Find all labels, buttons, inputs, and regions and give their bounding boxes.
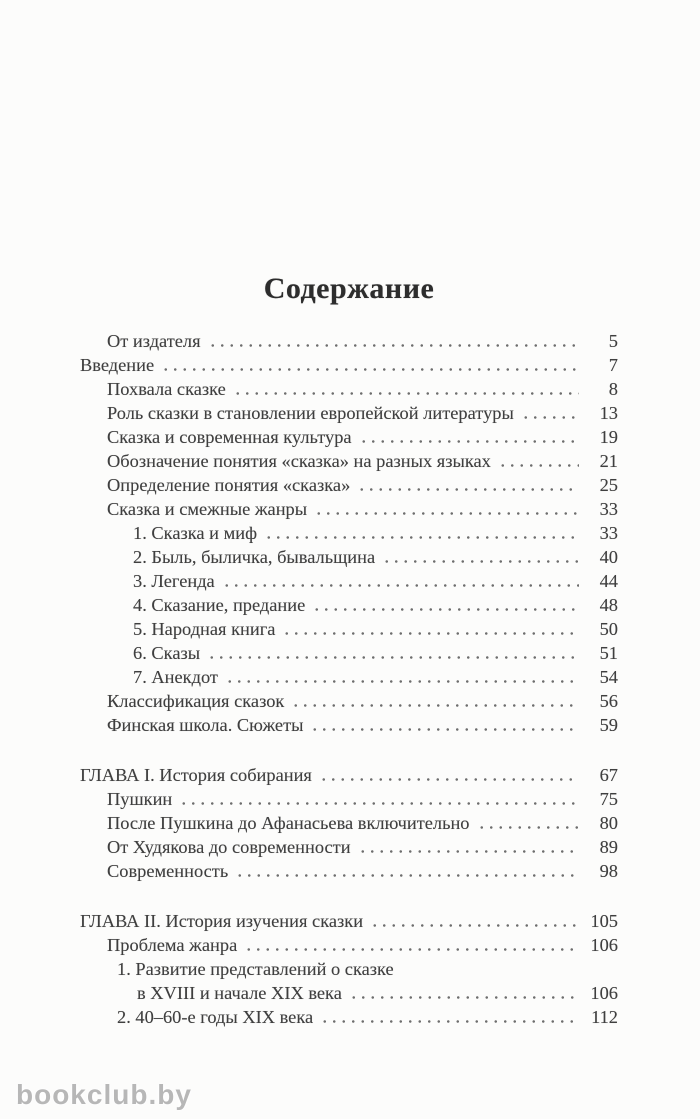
toc-entry-page: 7 <box>608 355 618 375</box>
toc-entry-label: Классификация сказок <box>107 691 285 711</box>
toc-entry-label: 4. Сказание, предание <box>133 595 306 615</box>
dot-leader <box>264 535 579 540</box>
toc-entry-page: 98 <box>599 861 618 881</box>
toc-entry <box>80 908 618 932</box>
dot-leader <box>477 825 579 830</box>
toc-entry-page: 67 <box>599 765 618 785</box>
toc-entry-page: 33 <box>599 499 618 519</box>
dot-leader <box>310 727 579 732</box>
dot-leader <box>319 777 579 782</box>
toc-entry <box>80 424 618 448</box>
toc-entry <box>80 376 618 400</box>
toc-entry <box>80 616 618 640</box>
toc-entry-page: 19 <box>599 427 618 447</box>
toc-entry-label: Пушкин <box>107 789 173 809</box>
dot-leader <box>312 607 579 612</box>
toc-entry-label: Проблема жанра <box>107 935 238 955</box>
toc-entry-page: 106 <box>590 983 618 1003</box>
toc-entry <box>80 472 618 496</box>
toc-entry-label: Финская школа. Сюжеты <box>107 715 304 735</box>
toc-entry-label: 7. Анекдот <box>133 667 218 687</box>
toc-entry-label: Похвала сказке <box>107 379 226 399</box>
dot-leader <box>208 343 579 348</box>
dot-leader <box>521 415 579 420</box>
toc-entry-page: 59 <box>599 715 618 735</box>
toc-entry-page: 106 <box>590 935 618 955</box>
toc-entry-label: Роль сказки в становлении европейской литературы <box>107 403 514 423</box>
dot-leader <box>320 1019 579 1024</box>
dot-leader <box>314 511 579 516</box>
dot-leader <box>382 559 579 564</box>
toc-entry <box>80 352 618 376</box>
toc-entry <box>80 834 618 858</box>
toc-entry-label: ГЛАВА II. История изучения сказки <box>80 911 364 931</box>
toc-entry <box>80 786 618 810</box>
toc-entry-page: 44 <box>599 571 618 591</box>
toc-entry-label: Современность <box>107 861 229 881</box>
toc-entry-label: 6. Сказы <box>133 643 201 663</box>
toc-entry-page: 8 <box>608 379 618 399</box>
toc-entry-page: 80 <box>599 813 618 833</box>
toc-entry-page: 51 <box>599 643 618 663</box>
toc-entry-label: Обозначение понятия «сказка» на разных языках <box>107 451 491 471</box>
dot-leader <box>370 923 579 928</box>
dot-leader <box>222 583 579 588</box>
toc-entry <box>80 400 618 424</box>
toc-entry <box>80 592 618 616</box>
toc-entry <box>80 520 618 544</box>
toc-entry-label: 5. Народная книга <box>133 619 276 639</box>
toc-entry <box>80 810 618 834</box>
dot-leader <box>235 873 579 878</box>
page-title: Содержание <box>263 272 435 305</box>
toc-entry <box>80 712 618 736</box>
toc-entry-page: 56 <box>599 691 618 711</box>
dot-leader <box>291 703 579 708</box>
toc-entry-page: 105 <box>590 911 618 931</box>
toc-entry-page: 50 <box>599 619 618 639</box>
toc-entry-label: 1. Сказка и миф <box>133 523 257 543</box>
toc-list <box>80 328 618 1028</box>
toc-entry <box>80 980 618 1004</box>
toc-entry-page: 89 <box>599 837 618 857</box>
toc-entry-label: 1. Развитие представлений о сказке <box>117 959 394 979</box>
toc-entry <box>80 544 618 568</box>
toc-entry <box>80 664 618 688</box>
toc-entry <box>80 328 618 352</box>
watermark: bookclub.by <box>16 1079 192 1110</box>
toc-entry-page: 25 <box>599 475 618 495</box>
toc-entry <box>80 858 618 882</box>
toc-entry-label: Сказка и современная культура <box>107 427 352 447</box>
toc-entry-label: 2. 40–60-е годы XIX века <box>117 1007 314 1027</box>
dot-leader <box>161 367 579 372</box>
toc-entry <box>80 496 618 520</box>
toc-entry-page: 54 <box>599 667 618 687</box>
toc-entry-label: ГЛАВА I. История собирания <box>80 765 312 785</box>
toc-entry-page: 21 <box>599 451 618 471</box>
dot-leader <box>244 947 579 952</box>
toc-entry-page: 75 <box>599 789 618 809</box>
toc-entry-page: 33 <box>599 523 618 543</box>
dot-leader <box>359 439 579 444</box>
dot-leader <box>358 849 579 854</box>
toc-entry <box>80 448 618 472</box>
toc-entry-label: После Пушкина до Афанасьева включительно <box>107 813 470 833</box>
dot-leader <box>225 679 579 684</box>
toc-entry <box>80 688 618 712</box>
toc-entry-label: 3. Легенда <box>133 571 215 591</box>
toc-entry-page: 112 <box>591 1007 618 1027</box>
toc-entry-label: 2. Быль, быличка, бывальщина <box>133 547 376 567</box>
toc-entry-page: 40 <box>599 547 618 567</box>
toc-entry-label: Введение <box>80 355 155 375</box>
toc-entry-label: От Худякова до современности <box>107 837 351 857</box>
dot-leader <box>282 631 579 636</box>
dot-leader <box>179 801 579 806</box>
dot-leader <box>349 995 579 1000</box>
toc-entry-page: 13 <box>599 403 618 423</box>
toc-entry-page: 5 <box>608 331 618 351</box>
toc-entry <box>80 568 618 592</box>
toc-entry <box>80 932 618 956</box>
toc-entry <box>80 956 618 980</box>
dot-leader <box>498 463 579 468</box>
toc-entry-label: От издателя <box>107 331 201 351</box>
toc-entry-label: Сказка и смежные жанры <box>107 499 308 519</box>
dot-leader <box>357 487 579 492</box>
toc-entry <box>80 1004 618 1028</box>
toc-entry-label: Определение понятия «сказка» <box>107 475 351 495</box>
dot-leader <box>207 655 579 660</box>
toc-entry-page: 48 <box>599 595 618 615</box>
toc-content <box>80 0 618 1028</box>
dot-leader <box>233 391 579 396</box>
toc-entry <box>80 762 618 786</box>
toc-entry-label: в XVIII и начале XIX века <box>137 983 342 1003</box>
toc-entry <box>80 640 618 664</box>
